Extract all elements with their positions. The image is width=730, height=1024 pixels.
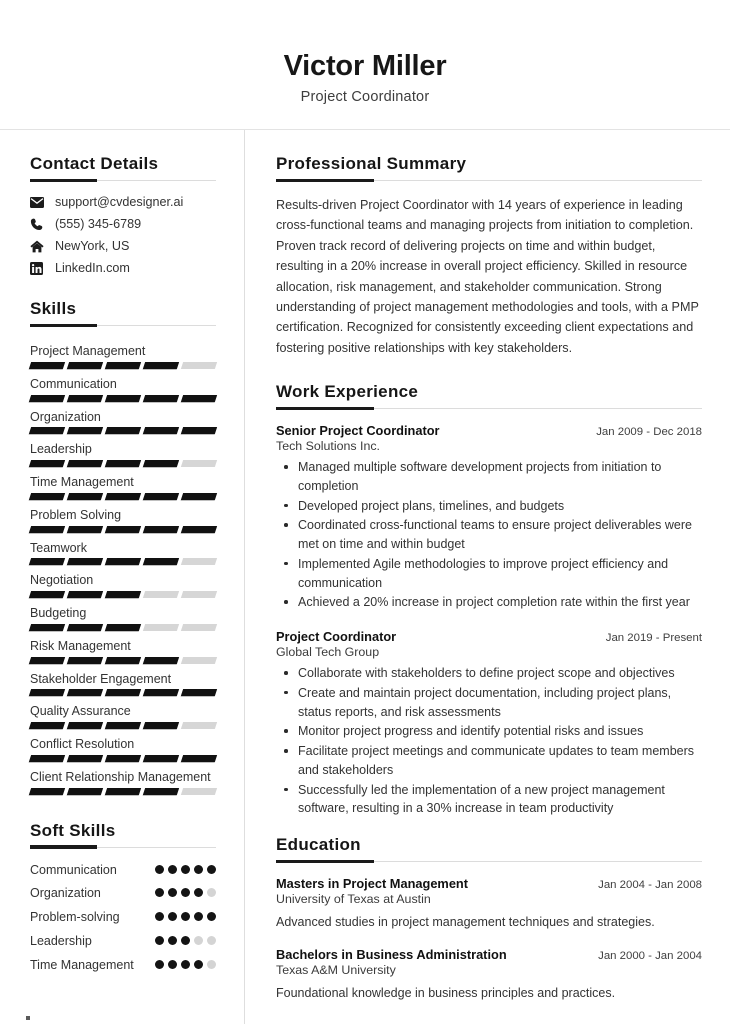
- skill-item: [30, 537, 216, 566]
- candidate-name: Victor Miller: [283, 49, 447, 82]
- resume-body: [0, 130, 730, 1024]
- skill-label: Stakeholder Engagement: [30, 671, 172, 686]
- skill-level-segment: [67, 460, 103, 467]
- responsibility-item: Collaborate with stakeholders to define project scope and objectives: [276, 664, 702, 683]
- skill-level-segment: [67, 657, 103, 664]
- skill-level-segment: [105, 526, 141, 533]
- work-experience-section: [276, 382, 702, 818]
- contact-item-value: NewYork, US: [55, 239, 130, 253]
- page-corner-mark: [26, 1016, 30, 1020]
- soft-skill-rating: [155, 933, 216, 945]
- soft-skill-item: [30, 885, 216, 902]
- skill-level-segment: [29, 722, 65, 729]
- skill-label: Leadership: [30, 442, 92, 457]
- section-rule: [276, 408, 702, 409]
- skill-level-segment: [67, 591, 103, 598]
- skill-level-segment: [29, 788, 65, 795]
- job-date-range: Jan 2009 - Dec 2018: [596, 426, 702, 439]
- skill-level-segment: [181, 526, 217, 533]
- skill-level-segment: [67, 395, 103, 402]
- skill-level-segment: [143, 657, 179, 664]
- rating-dot: [207, 912, 216, 921]
- skill-level-segment: [143, 493, 179, 500]
- candidate-role: Project Coordinator: [300, 89, 430, 106]
- skill-level-segment: [181, 657, 217, 664]
- soft-skill-label: Problem-solving: [30, 910, 120, 925]
- skill-level-bar: [30, 657, 216, 664]
- soft-skill-rating: [155, 862, 216, 874]
- skill-label: Problem Solving: [30, 507, 122, 522]
- rating-dot: [194, 888, 203, 897]
- main-content: [245, 130, 730, 1024]
- section-rule: [30, 180, 216, 181]
- skill-label: Conflict Resolution: [30, 737, 135, 751]
- job-date-range: Jan 2019 - Present: [605, 632, 702, 645]
- school-name: Texas A&M University: [276, 962, 396, 977]
- rating-dot: [155, 888, 164, 897]
- rating-dot: [168, 936, 177, 945]
- skill-level-segment: [29, 526, 65, 533]
- education-entry: [276, 876, 702, 932]
- professional-summary-heading: Professional Summary: [276, 154, 467, 173]
- soft-skills-section: [30, 821, 216, 974]
- skill-level-segment: [67, 558, 103, 565]
- rating-dot: [194, 936, 203, 945]
- skill-level-segment: [143, 689, 179, 696]
- skill-level-segment: [67, 362, 103, 369]
- school-name: University of Texas at Austin: [276, 892, 431, 907]
- skill-level-segment: [105, 460, 141, 467]
- skill-label: Budgeting: [30, 606, 87, 620]
- work-experience-heading: Work Experience: [276, 382, 419, 402]
- rating-dot: [181, 912, 190, 921]
- skill-level-segment: [143, 788, 179, 795]
- skill-level-segment: [105, 788, 141, 795]
- skill-label: Quality Assurance: [30, 704, 131, 719]
- contact-item[interactable]: [30, 239, 216, 253]
- rating-dot: [155, 865, 164, 874]
- skill-item: [30, 340, 216, 369]
- skill-level-segment: [181, 788, 217, 795]
- phone-icon: [30, 217, 47, 231]
- soft-skill-rating: [155, 957, 216, 969]
- job-title: Project Coordinator: [276, 629, 397, 645]
- skill-item: [30, 635, 216, 664]
- skill-label: Communication: [30, 376, 117, 391]
- education-heading: Education: [276, 835, 361, 855]
- skill-level-segment: [29, 460, 65, 467]
- contact-details-section: [30, 154, 216, 275]
- responsibility-list: [276, 458, 702, 612]
- rating-dot: [207, 888, 216, 897]
- skill-level-segment: [67, 689, 103, 696]
- work-experience-list: [276, 423, 702, 818]
- skill-level-segment: [143, 362, 179, 369]
- skill-level-bar: [30, 591, 216, 598]
- skill-item: [30, 569, 216, 598]
- skill-label: Organization: [30, 409, 101, 424]
- skill-level-bar: [30, 558, 216, 565]
- responsibility-list: [276, 664, 702, 818]
- skill-level-segment: [105, 624, 141, 631]
- rating-dot: [181, 865, 190, 874]
- linkedin-icon: [30, 261, 47, 275]
- professional-summary-text: Results-driven Project Coordinator with 14 years of experience in leading cross-functional teams and managing projects from initiation to completion. Proven track record of delivering projects on time and within budget, resulting in a 20% increase in overall project efficiency. Skilled in resource allocation, risk management, and stakeholder communication. Strong understanding of project management methodologies and tools, with a PMP certification. Recognized for consistently exceeding client expectations and fostering positive relationships with key stakeholders.: [276, 198, 699, 355]
- skill-level-segment: [105, 493, 141, 500]
- entry-header: [276, 629, 702, 644]
- responsibility-item: Monitor project progress and identify potential risks and issues: [276, 722, 702, 741]
- responsibility-item: Implemented Agile methodologies to improve project efficiency and communication: [276, 555, 702, 593]
- rating-dot: [155, 960, 164, 969]
- soft-skill-label: Communication: [30, 862, 117, 877]
- skill-level-segment: [143, 526, 179, 533]
- skill-level-segment: [29, 591, 65, 598]
- company-name: Global Tech Group: [276, 645, 380, 660]
- degree-title: Bachelors in Business Administration: [276, 946, 507, 962]
- skill-level-segment: [143, 395, 179, 402]
- soft-skill-item: [30, 957, 216, 974]
- skill-level-segment: [181, 624, 217, 631]
- skill-level-bar: [30, 722, 216, 729]
- skill-level-segment: [105, 689, 141, 696]
- soft-skill-item: [30, 862, 216, 879]
- skill-level-bar: [30, 624, 216, 631]
- skill-level-bar: [30, 788, 216, 795]
- contact-item-value: support@cvdesigner.ai: [55, 195, 184, 209]
- skill-level-segment: [67, 526, 103, 533]
- section-rule: [30, 847, 216, 848]
- soft-skills-list: [30, 862, 216, 974]
- responsibility-item: Create and maintain project documentation, including project plans, status reports, and risk assessments: [276, 684, 702, 722]
- skills-heading: Skills: [30, 299, 77, 318]
- skill-level-segment: [181, 591, 217, 598]
- responsibility-item: Successfully led the implementation of a new project management software, resulting in a 30% increase in team productivity: [276, 781, 702, 819]
- skill-item: [30, 766, 216, 795]
- entry-header: [276, 876, 702, 891]
- rating-dot: [181, 888, 190, 897]
- skill-label: Time Management: [30, 475, 134, 489]
- skill-level-segment: [67, 624, 103, 631]
- skill-label: Project Management: [30, 344, 146, 358]
- skill-level-segment: [181, 689, 217, 696]
- degree-date-range: Jan 2004 - Jan 2008: [598, 879, 702, 892]
- skill-level-segment: [143, 460, 179, 467]
- skill-level-segment: [105, 558, 141, 565]
- skill-level-segment: [67, 722, 103, 729]
- entry-header: [276, 947, 702, 962]
- skill-item: [30, 471, 216, 500]
- rating-dot: [194, 865, 203, 874]
- skill-item: [30, 733, 216, 762]
- rating-dot: [181, 936, 190, 945]
- resume-header: [0, 0, 730, 130]
- work-experience-entry: [276, 629, 702, 818]
- skill-level-segment: [105, 395, 141, 402]
- skill-level-segment: [29, 362, 65, 369]
- skill-level-bar: [30, 526, 216, 533]
- envelope-icon: [30, 195, 47, 209]
- skill-level-bar: [30, 493, 216, 500]
- responsibility-item: Achieved a 20% increase in project completion rate within the first year: [276, 593, 702, 612]
- contact-item[interactable]: [30, 217, 216, 231]
- soft-skill-item: [30, 933, 216, 950]
- skill-level-segment: [181, 722, 217, 729]
- skill-level-segment: [67, 493, 103, 500]
- skill-level-segment: [67, 788, 103, 795]
- rating-dot: [207, 936, 216, 945]
- soft-skill-label: Organization: [30, 886, 101, 901]
- skill-item: [30, 668, 216, 697]
- education-section: [276, 835, 702, 1003]
- skill-level-bar: [30, 460, 216, 467]
- skill-level-segment: [143, 624, 179, 631]
- skill-level-segment: [181, 558, 217, 565]
- soft-skill-label: Leadership: [30, 934, 92, 949]
- rating-dot: [155, 912, 164, 921]
- skill-level-bar: [30, 395, 216, 402]
- skill-item: [30, 406, 216, 435]
- home-icon: [30, 239, 47, 253]
- skill-level-segment: [29, 395, 65, 402]
- skill-level-segment: [29, 427, 65, 434]
- skill-level-segment: [143, 722, 179, 729]
- skill-level-segment: [181, 395, 217, 402]
- section-rule: [30, 325, 216, 326]
- section-rule: [276, 861, 702, 862]
- rating-dot: [194, 960, 203, 969]
- degree-title: Masters in Project Management: [276, 876, 469, 892]
- skill-level-segment: [105, 722, 141, 729]
- skill-level-segment: [181, 460, 217, 467]
- skill-level-bar: [30, 427, 216, 434]
- work-experience-entry: [276, 423, 702, 612]
- education-description: Foundational knowledge in business principles and practices.: [276, 985, 616, 1000]
- contact-item-value: LinkedIn.com: [55, 261, 130, 275]
- skill-level-segment: [29, 689, 65, 696]
- responsibility-item: Managed multiple software development projects from initiation to completion: [276, 458, 702, 496]
- skills-section: [30, 299, 216, 795]
- skill-level-bar: [30, 362, 216, 369]
- skill-level-segment: [67, 427, 103, 434]
- skills-list: [30, 340, 216, 795]
- skill-level-segment: [143, 755, 179, 762]
- skill-label: Risk Management: [30, 638, 131, 653]
- skill-level-segment: [105, 362, 141, 369]
- education-description: Advanced studies in project management techniques and strategies.: [276, 915, 655, 930]
- rating-dot: [181, 960, 190, 969]
- sidebar: [0, 130, 245, 1024]
- skill-level-segment: [181, 755, 217, 762]
- job-title: Senior Project Coordinator: [276, 423, 440, 439]
- skill-label: Negotiation: [30, 573, 94, 588]
- skill-level-segment: [181, 427, 217, 434]
- skill-item: [30, 700, 216, 729]
- rating-dot: [194, 912, 203, 921]
- contact-list: [30, 195, 216, 275]
- skill-level-segment: [143, 591, 179, 598]
- soft-skill-rating: [155, 885, 216, 897]
- skill-item: [30, 602, 216, 631]
- skill-level-segment: [143, 427, 179, 434]
- skill-item: [30, 438, 216, 467]
- skill-level-segment: [105, 657, 141, 664]
- soft-skill-rating: [155, 909, 216, 921]
- responsibility-item: Coordinated cross-functional teams to ensure project deliverables were met on time and within budget: [276, 516, 702, 554]
- entry-header: [276, 423, 702, 438]
- rating-dot: [168, 960, 177, 969]
- skill-item: [30, 504, 216, 533]
- professional-summary-section: [276, 154, 702, 358]
- rating-dot: [168, 865, 177, 874]
- contact-item[interactable]: [30, 261, 216, 275]
- contact-item-value: (555) 345-6789: [55, 217, 142, 231]
- skill-level-bar: [30, 689, 216, 696]
- skill-label: Client Relationship Management: [30, 769, 211, 784]
- soft-skill-item: [30, 909, 216, 926]
- skill-item: [30, 373, 216, 402]
- skill-level-segment: [105, 755, 141, 762]
- soft-skill-label: Time Management: [30, 958, 134, 972]
- skill-level-segment: [181, 362, 217, 369]
- skill-level-segment: [29, 624, 65, 631]
- skill-level-segment: [143, 558, 179, 565]
- responsibility-item: Developed project plans, timelines, and budgets: [276, 497, 702, 516]
- rating-dot: [207, 865, 216, 874]
- rating-dot: [168, 888, 177, 897]
- skill-level-segment: [29, 558, 65, 565]
- rating-dot: [207, 960, 216, 969]
- skill-level-segment: [105, 591, 141, 598]
- skill-level-segment: [29, 657, 65, 664]
- section-rule: [276, 180, 702, 181]
- responsibility-item: Facilitate project meetings and communicate updates to team members and stakeholders: [276, 742, 702, 780]
- rating-dot: [155, 936, 164, 945]
- education-entry: [276, 947, 702, 1003]
- skill-level-segment: [181, 493, 217, 500]
- company-name: Tech Solutions Inc.: [276, 439, 381, 454]
- contact-details-heading: Contact Details: [30, 154, 159, 173]
- education-list: [276, 876, 702, 1003]
- skill-level-segment: [29, 493, 65, 500]
- rating-dot: [168, 912, 177, 921]
- skill-label: Teamwork: [30, 540, 87, 555]
- degree-date-range: Jan 2000 - Jan 2004: [598, 949, 702, 962]
- skill-level-segment: [105, 427, 141, 434]
- contact-item[interactable]: [30, 195, 216, 209]
- skill-level-segment: [29, 755, 65, 762]
- skill-level-segment: [67, 755, 103, 762]
- skill-level-bar: [30, 755, 216, 762]
- soft-skills-heading: Soft Skills: [30, 820, 116, 840]
